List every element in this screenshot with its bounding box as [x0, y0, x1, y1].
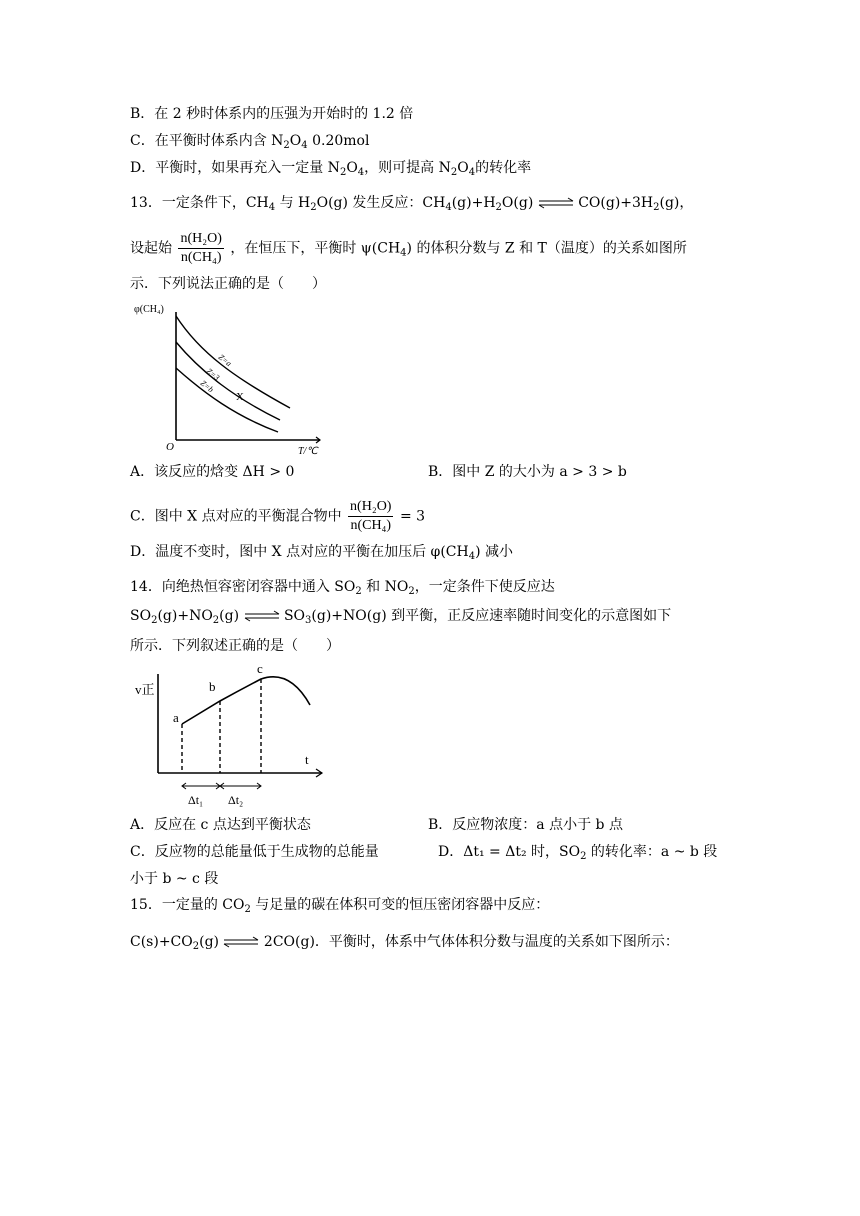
q13-option-c: C．图中 X 点对应的平衡混合物中 $\frac{\text{n(H₂O)}}{\text{n(CH₄)}}$ = 3 — [130, 499, 426, 533]
q15-equation-line: $C(s)+CO_2(g)$ 2CO(g)．平衡时，体系中气体体积分数与温度的关系如下图所示： — [130, 934, 679, 952]
equilibrium-arrow-icon — [223, 936, 259, 948]
q13-option-d: D．温度不变时，图中 X 点对应的平衡在加压后 $\varphi(CH_4)$ 减小 — [130, 544, 514, 562]
dt1-label: Δt₁ — [188, 793, 204, 807]
q14-graph — [130, 660, 330, 810]
q14-option-c: C．反应物的总能量低于生成物的总能量 — [130, 844, 379, 860]
q12-option-d: D．平衡时，如果再充入一定量 $N_2O_4$，则可提高 $N_2O_4$的转化率 — [130, 160, 532, 178]
curve-label-z-b: Z=b — [198, 378, 216, 395]
origin-label: O — [166, 441, 174, 453]
q14-equation-line: $SO_2(g)+NO_2(g)$ $SO_3(g)+NO(g)$ 到平衡，正反应速率随时间变化的示意图如下 — [130, 608, 672, 626]
q13-stem-line3: 示．下列说法正确的是（ ） — [130, 276, 326, 292]
q13-options-ab — [130, 462, 730, 482]
q13-graph — [130, 298, 330, 458]
q15-stem: 15．一定量的 $CO_2$ 与足量的碳在体积可变的恒压密闭容器中反应： — [130, 897, 550, 915]
q14-options-cd — [130, 842, 730, 862]
q14-stem-line3: 所示．下列叙述正确的是（ ） — [130, 638, 340, 654]
q14-options-ab — [130, 815, 730, 835]
q14-option-d: D．Δt₁ = Δt₂ 时，$SO_2$ 的转化率：a ~ b 段 — [438, 844, 718, 862]
curve-z-a — [176, 316, 290, 408]
curve-label-z-a: Z=a — [216, 352, 234, 369]
ratio-fraction: $\frac{\text{n(H₂O)}}{\text{n(CH₄)}}$ — [180, 231, 222, 265]
point-c-label: c — [257, 661, 263, 676]
q14-option-d-cont: 小于 b ~ c 段 — [130, 871, 219, 887]
x-axis-label: T/℃ — [298, 446, 318, 457]
q13-stem: 13．一定条件下，$CH_4$ 与 $H_2O(g)$ 发生反应：$CH_4(g)+H_2O(g)$ $CO(g)+3H_2(g)$， — [130, 195, 694, 213]
equilibrium-arrow-icon — [538, 197, 574, 209]
point-a-label: a — [173, 710, 179, 725]
y-axis-label: φ(CH₄) — [134, 304, 164, 315]
q13-option-a: A．该反应的焓变 ΔH > 0 — [130, 464, 295, 480]
y-axis-label: v正 — [135, 682, 155, 697]
point-x-label: X — [236, 391, 244, 403]
q13-option-b: B．图中 Z 的大小为 a > 3 > b — [428, 464, 627, 480]
q13-stem-line2: 设起始 $\frac{\text{n(H₂O)}}{\text{n(CH₄)}}$ ，在恒压下，平衡时 $\psi(CH_4)$ 的体积分数与 Z 和 T（温度）的关系如图所 — [130, 231, 687, 265]
q14-option-b: B．反应物浓度：a 点小于 b 点 — [428, 817, 623, 833]
equilibrium-arrow-icon — [244, 610, 280, 622]
dt2-label: Δt₂ — [228, 793, 244, 807]
curve-z-b — [176, 368, 278, 432]
q12-option-b: B．在 2 秒时体系内的压强为开始时的 1.2 倍 — [130, 106, 414, 122]
q14-stem: 14．向绝热恒容密闭容器中通入 $SO_2$ 和 $NO_2$，一定条件下使反应达 — [130, 579, 555, 597]
point-b-label: b — [209, 679, 216, 694]
q14-option-a: A．反应在 c 点达到平衡状态 — [130, 817, 311, 833]
x-axis-label: t — [305, 752, 309, 767]
option-c-fraction: $\frac{\text{n(H₂O)}}{\text{n(CH₄)}}$ — [350, 499, 392, 533]
rate-curve — [182, 677, 310, 724]
curve-label-z-3: Z=3 — [204, 366, 222, 383]
q12-option-c: C．在平衡时体系内含 $N_2O_4$ 0.20mol — [130, 133, 370, 151]
